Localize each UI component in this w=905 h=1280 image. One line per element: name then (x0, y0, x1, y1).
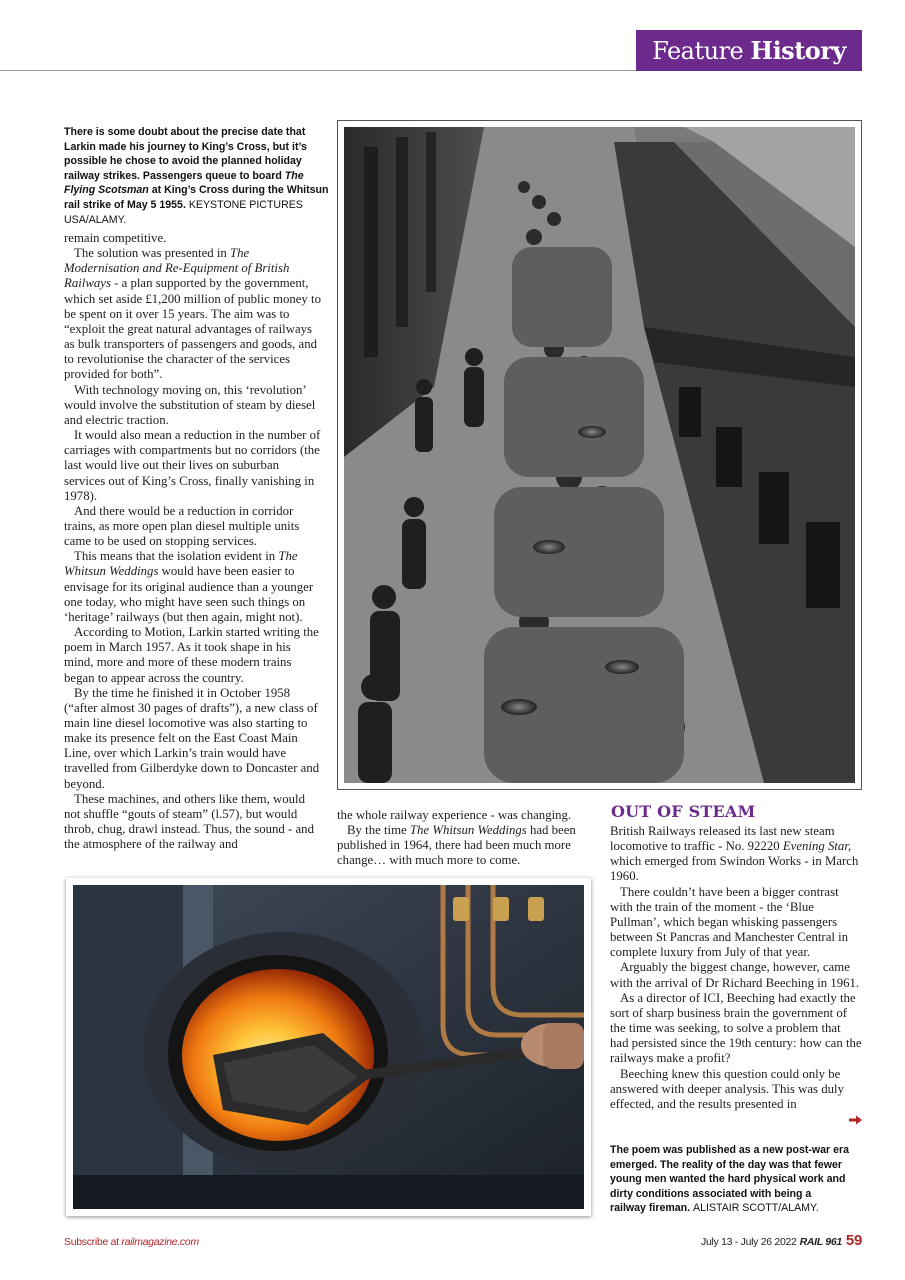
page-number: 59 (845, 1232, 862, 1249)
platform-crowd-image (344, 127, 855, 783)
photo-caption-top: There is some doubt about the precise date that Larkin made his journey to King’s Cross, but it’s possible he chose to avoid the planned holiday railway strikes. Passengers queue to board The Flying Scotsman at King’s Cross during the Whitsun rail strike of May 5 1955. KEYSTONE PICTURES USA/ALAMY. (64, 126, 329, 226)
platform-crowd-photo (337, 120, 862, 790)
article-column-1 (64, 231, 322, 852)
paragraph: And there would be a reduction in corridor trains, as more open plan diesel multiple units came to be used on stopping services. (64, 503, 300, 549)
paragraph: The solution was presented in The Modernisation and Re-Equipment of British Railways - a plan supported by the government, which set aside £1,200 million of public money to be spent on it over 15 years. The aim was to “exploit the great natural advantages of railways as bulk transporters of passengers and goods, and to revolutionise the character of the services provided for both”. (64, 246, 321, 382)
sidebar-heading: OUT OF STEAM (611, 802, 756, 821)
paragraph: It would also mean a reduction in the number of carriages with compartments but no corridors (the last would live out their lives on suburban services out of King’s Cross, finally vanishing in 1978). (64, 428, 321, 503)
continue-arrow-icon (849, 1115, 862, 1125)
section-label-feature: Feature (652, 37, 744, 65)
subscribe-link[interactable]: railmagazine.com (121, 1236, 199, 1248)
firebox-shovel-photo (66, 878, 591, 1216)
firebox-shovel-image (73, 885, 584, 1209)
paragraph: remain competitive. (64, 231, 167, 245)
photo-credit: ALISTAIR SCOTT/ALAMY. (693, 1202, 819, 1215)
paragraph: According to Motion, Larkin started writing the poem in March 1957. As it took shape in his mind, more and more of these modern trains began to appear across the country. (64, 625, 319, 685)
paragraph: Beeching knew this question could only be answered with deeper analysis. This was duly effected, and the results presented in (610, 1066, 844, 1111)
paragraph: These machines, and others like them, would not shuffle “gouts of steam” (l.57), but would throb, chug, drawl instead. Thus, the sound - and the atmosphere of the railway and (64, 791, 314, 852)
magazine-issue: RAIL 961 (799, 1236, 842, 1248)
sidebar-column (610, 824, 862, 1112)
paragraph: the whole railway experience - was changing. (337, 808, 572, 822)
header-rule (0, 70, 636, 71)
section-label-history: History (750, 36, 846, 65)
paragraph: Arguably the biggest change, however, came with the arrival of Dr Richard Beeching in 1961. (610, 960, 860, 990)
article-column-2 (337, 808, 591, 869)
paragraph: British Railways released its last new steam locomotive to traffic - No. 92220 Evening Star, which emerged from Swindon Works - in March 1960. (610, 824, 859, 884)
section-tab (636, 30, 862, 71)
photo-credit: KEYSTONE PICTURES USA/ALAMY. (64, 198, 303, 226)
issue-dates: July 13 - July 26 2022 (701, 1236, 797, 1248)
paragraph: As a director of ICI, Beeching had exactly the sort of sharp business brain the government of the time was seeking, to solve a problem that had persisted since the 19th century: how can the railways make a profit? (610, 990, 862, 1066)
footer-subscribe: Subscribe at railmagazine.com (64, 1236, 199, 1248)
paragraph: By the time he finished it in October 1958 (“after almost 30 pages of drafts”), a new class of main line diesel locomotive was also starting to make its presence felt on the East Coast Main Line, over which Larkin’s train would have travelled from Gilberdyke down to Doncaster and beyond. (64, 685, 320, 791)
paragraph: This means that the isolation evident in The Whitsun Weddings would have been easier to envisage for its original audience than a younger one today, who might have seen such things on ‘heritage’ railways (but then again, might not). (64, 549, 314, 624)
paragraph: There couldn’t have been a bigger contrast with the train of the moment - the ‘Blue Pullman’, which began whisking passengers between St Pancras and Manchester Central in complete luxury from July of that year. (610, 884, 849, 960)
photo-caption-bottom: The poem was published as a new post-war era emerged. The reality of the day was that fewer young men wanted the hard physical work and dirty conditions associated with being a railway fireman. ALISTAIR SCOTT/ALAMY. (610, 1144, 850, 1215)
paragraph: With technology moving on, this ‘revolution’ would involve the substitution of steam by diesel and electric traction. (64, 382, 316, 427)
footer-folio (701, 1232, 862, 1249)
paragraph: By the time The Whitsun Weddings had been published in 1964, there had been much more change… with much more to come. (337, 823, 576, 868)
